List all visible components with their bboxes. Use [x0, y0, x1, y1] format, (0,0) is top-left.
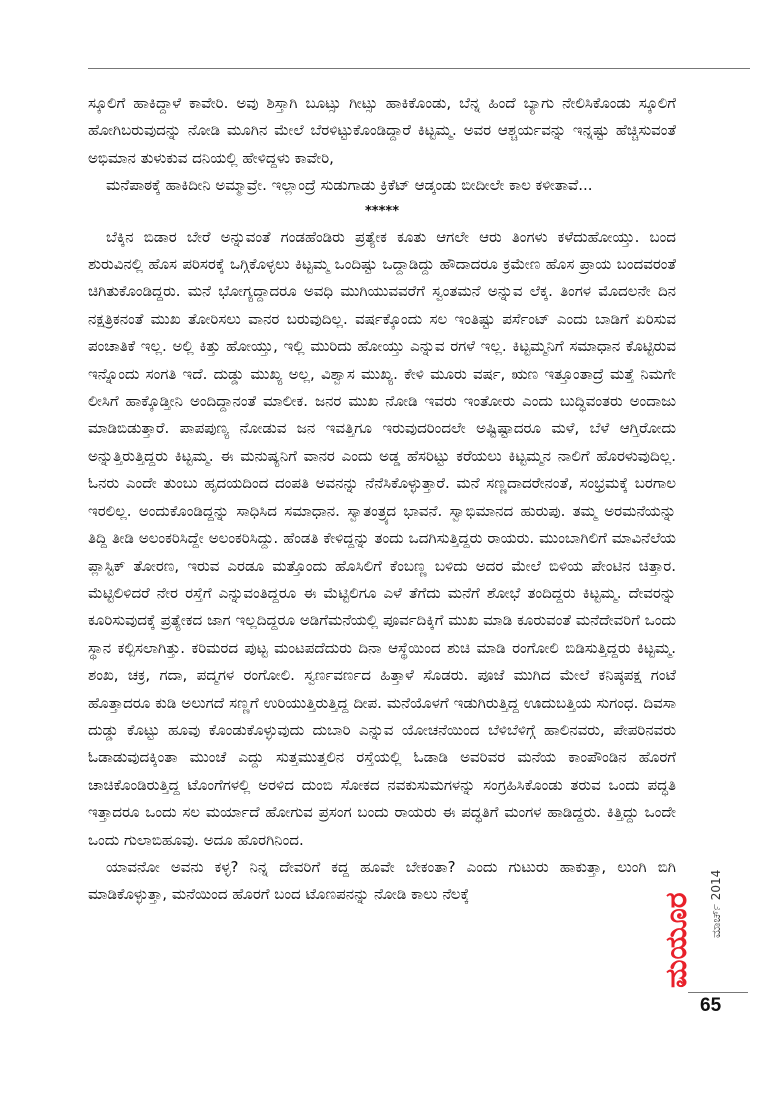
paragraph-3: ಬೆಕ್ಕಿನ ಬಿಡಾರ ಬೇರೆ ಅನ್ನುವಂತೆ ಗಂಡಹೆಂಡಿರು ಪ್ರತ್ಯೇಕ ಕೂತು ಆಗಲೇ ಆರು ತಿಂಗಳು ಕಳೆದುಹೋಯ್ತು. ಬಂದ ಶುರುವಿನಲ್ಲಿ ಹೊಸ ಪರಿಸರಕ್ಕೆ ಒಗ್ಗಿಕೊಳ್ಳಲು ಕಿಟ್ಟಮ್ಮ ಒಂದಿಷ್ಟು ಒದ್ದಾಡಿದ್ದು ಹೌದಾದರೂ ಕ್ರಮೇಣ ಹೊಸ ಪ್ರಾಯ ಬಂದವರಂತೆ ಚಿಗಿತುಕೊಂಡಿದ್ದರು. ಮನೆ ಭೋಗ್ಯದ್ದಾದರೂ ಅವಧಿ ಮುಗಿಯುವವರೆಗೆ ಸ್ವಂತಮನೆ ಅನ್ನುವ ಲೆಕ್ಕ. ತಿಂಗಳ ಮೊದಲನೇ ದಿನ ನಕ್ಷತ್ರಿಕನಂತೆ ಮುಖ ತೋರಿಸಲು ವಾನರ ಬರುವುದಿಲ್ಲ. ವರ್ಷಕ್ಕೊಂದು ಸಲ ಇಂತಿಷ್ಟು ಪರ್ಸೆಂಟ್ ಎಂದು ಬಾಡಿಗೆ ಏರಿಸುವ ಪಂಚಾತಿಕೆ ಇಲ್ಲ. ಅಲ್ಲಿ ಕಿತ್ತು ಹೋಯ್ತು, ಇಲ್ಲಿ ಮುರಿದು ಹೋಯ್ತು ಎನ್ನುವ ರಗಳೆ ಇಲ್ಲ. ಕಿಟ್ಟಮ್ಮನಿಗೆ ಸಮಾಧಾನ ಕೊಟ್ಟಿರುವ ಇನ್ನೊಂದು ಸಂಗತಿ ಇದೆ. ದುಡ್ಡು ಮುಖ್ಯ ಅಲ್ಲ, ವಿಶ್ವಾಸ ಮುಖ್ಯ. ಕೇಳಿ ಮೂರು ವರ್ಷ, ಋಣ ಇತ್ತೂಂತಾದ್ರೆ ಮತ್ತೆ ನಿಮಗೇ ಲೀಸಿಗೆ ಹಾಕ್ಕೊಡ್ತೀನಿ ಅಂದಿದ್ದಾನಂತೆ ಮಾಲೀಕ. ಜನರ ಮುಖ ನೋಡಿ ಇವರು ಇಂತೋರು ಎಂದು ಬುದ್ಧಿವಂತರು ಅಂದಾಜು ಮಾಡಿಬಿಡುತ್ತಾರೆ. ಪಾಪಪುಣ್ಯ ನೋಡುವ ಜನ ಇವತ್ತಿಗೂ ಇರುವುದರಿಂದಲೇ ಅಷ್ಟಿಷ್ಟಾದರೂ ಮಳೆ, ಬೆಳೆ ಆಗ್ತಿರೋದು ಅನ್ನುತ್ತಿರುತ್ತಿದ್ದರು ಕಿಟ್ಟಮ್ಮ. ಈ ಮನುಷ್ಯನಿಗೆ ವಾನರ ಎಂದು ಅಡ್ಡ ಹೆಸರಿಟ್ಟು ಕರೆಯಲು ಕಿಟ್ಟಮ್ಮನ ನಾಲಿಗೆ ಹೊರಳುವುದಿಲ್ಲ. ಓನರು ಎಂದೇ ತುಂಬು ಹೃದಯದಿಂದ ದಂಪತಿ ಅವನನ್ನು ನೆನೆಸಿಕೊಳ್ಳುತ್ತಾರೆ. ಮನೆ ಸಣ್ಣದಾದರೇನಂತೆ, ಸಂಭ್ರಮಕ್ಕೆ ಬರಗಾಲ ಇರಲಿಲ್ಲ. ಅಂದುಕೊಂಡಿದ್ದನ್ನು ಸಾಧಿಸಿದ ಸಮಾಧಾನ. ಸ್ವಾತಂತ್ರ್ಯದ ಭಾವನೆ. ಸ್ವಾಭಿಮಾನದ ಹುರುಪು. ತಮ್ಮ ಅರಮನೆಯನ್ನು ತಿದ್ದಿ ತೀಡಿ ಅಲಂಕರಿಸಿದ್ದೇ ಅಲಂಕರಿಸಿದ್ದು. ಹೆಂಡತಿ ಕೇಳಿದ್ದನ್ನು ತಂದು ಒದಗಿಸುತ್ತಿದ್ದರು ರಾಯರು. ಮುಂಬಾಗಿಲಿಗೆ ಮಾವಿನೆಲೆಯ ಪ್ಲಾಸ್ಟಿಕ್ ತೋರಣ, ಇರುವ ಎರಡೂ ಮತ್ತೊಂದು ಹೊಸಿಲಿಗೆ ಕೆಂಬಣ್ಣ ಬಳಿದು ಅದರ ಮೇಲೆ ಬಿಳಿಯ ಪೇಂಟಿನ ಚಿತ್ತಾರ. ಮೆಟ್ಟಿಲಿಳಿದರೆ ನೇರ ರಸ್ತೆಗೆ ಎನ್ನುವಂತಿದ್ದರೂ ಈ ಮೆಟ್ಟಿಲಿಗೂ ಎಳೆ ತೆಗೆದು ಮನೆಗೆ ಶೋಭೆ ತಂದಿದ್ದರು ಕಿಟ್ಟಮ್ಮ. ದೇವರನ್ನು ಕೂರಿಸುವುದಕ್ಕೆ ಪ್ರತ್ಯೇಕದ ಜಾಗ ಇಲ್ಲದಿದ್ದರೂ ಅಡಿಗೆಮನೆಯಲ್ಲಿ ಪೂರ್ವದಿಕ್ಕಿಗೆ ಮುಖ ಮಾಡಿ ಕೂರುವಂತೆ ಮನೆದೇವರಿಗೆ ಒಂದು ಸ್ಥಾನ ಕಲ್ಪಿಸಲಾಗಿತ್ತು. ಕರಿಮರದ ಪುಟ್ಟ ಮಂಟಪದೆದುರು ದಿನಾ ಆಸ್ಥೆಯಿಂದ ಶುಚಿ ಮಾಡಿ ರಂಗೋಲಿ ಬಿಡಿಸುತ್ತಿದ್ದರು ಕಿಟ್ಟಮ್ಮ. ಶಂಖ, ಚಕ್ರ, ಗದಾ, ಪದ್ಮಗಳ ರಂಗೋಲಿ. ಸ್ವರ್ಣವರ್ಣದ ಹಿತ್ತಾಳೆ ಸೊಡರು. ಪೂಜೆ ಮುಗಿದ ಮೇಲೆ ಕನಿಷ್ಠಪಕ್ಷ ಗಂಟೆ ಹೊತ್ತಾದರೂ ಕುಡಿ ಅಲುಗದೆ ಸಣ್ಣಗೆ ಉರಿಯುತ್ತಿರುತ್ತಿದ್ದ ದೀಪ. ಮನೆಯೊಳಗೆ ಇಡುಗಿರುತ್ತಿದ್ದ ಊದುಬತ್ತಿಯ ಸುಗಂಧ. ದಿವಸಾ ದುಡ್ಡು ಕೊಟ್ಟು ಹೂವು ಕೊಂಡುಕೊಳ್ಳುವುದು ದುಬಾರಿ ಎನ್ನುವ ಯೋಚನೆಯಿಂದ ಬೆಳಿಬೆಳಿಗ್ಗೆ ಹಾಲಿನವರು, ಪೇಪರಿನವರು ಓಡಾಡುವುದಕ್ಕಿಂತಾ ಮುಂಚೆ ಎದ್ದು ಸುತ್ತಮುತ್ತಲಿನ ರಸ್ತೆಯಲ್ಲಿ ಓಡಾಡಿ ಅವರಿವರ ಮನೆಯ ಕಾಂಪೌಂಡಿನ ಹೊರಗೆ ಚಾಚಿಕೊಂಡಿರುತ್ತಿದ್ದ ಟೊಂಗೆಗಳಲ್ಲಿ ಅರಳಿದ ದುಂಬಿ ಸೋಕದ ನವಕುಸುಮಗಳನ್ನು ಸಂಗ್ರಹಿಸಿಕೊಂಡು ತರುವ ಒಂದು ಪದ್ಧತಿ ಇತ್ತಾದರೂ ಒಂದು ಸಲ ಮರ್ಯಾದೆ ಹೋಗುವ ಪ್ರಸಂಗ ಬಂದು ರಾಯರು ಈ ಪದ್ಧತಿಗೆ ಮಂಗಳ ಹಾಡಿದ್ದರು. ಕಿತ್ತಿದ್ದು ಒಂದೇ ಒಂದು ಗುಲಾಬಿಹೂವು. ಅದೂ ಹೊರಗಿನಿಂದ. [88, 227, 676, 849]
article-body [88, 90, 676, 909]
paragraph-4: ಯಾವನೋ ಅವನು ಕಳ್ಳ? ನಿನ್ನ ದೇವರಿಗೆ ಕದ್ದ ಹೂವೇ ಬೇಕಂತಾ? ಎಂದು ಗುಟುರು ಹಾಕುತ್ತಾ, ಲುಂಗಿ ಬಿಗಿ ಮಾಡಿಕೊಳ್ಳುತ್ತಾ, ಮನೆಯಿಂದ ಹೊರಗೆ ಬಂದ ಟೊಣಪನನ್ನು ನೋಡಿ ಕಾಲು ನೆಲಕ್ಕೆ [88, 857, 676, 904]
top-rule [88, 68, 750, 69]
paragraph-1: ಸ್ಕೂಲಿಗೆ ಹಾಕಿದ್ದಾಳೆ ಕಾವೇರಿ. ಅವು ಶಿಸ್ತಾಗಿ ಬೂಟ್ಸು ಗೀಟ್ಸು ಹಾಕಿಕೊಂಡು, ಬೆನ್ನ ಹಿಂದೆ ಬ್ಯಾಗು ನೇಲಿಸಿಕೊಂಡು ಸ್ಕೂಲಿಗೆ ಹೋಗಿಬರುವುದನ್ನು ನೋಡಿ ಮೂಗಿನ ಮೇಲೆ ಬೆರಳಿಟ್ಟುಕೊಂಡಿದ್ದಾರೆ ಕಿಟ್ಟಮ್ಮ. ಅವರ ಆಶ್ಚರ್ಯವನ್ನು ಇನ್ನಷ್ಟು ಹೆಚ್ಚಿಸುವಂತೆ ಅಭಿಮಾನ ತುಳುಕುವ ದನಿಯಲ್ಲಿ ಹೇಳಿದ್ದಳು ಕಾವೇರಿ, [88, 94, 676, 167]
page-number-rule [688, 992, 748, 993]
paragraph-2: ಮನೆಪಾಠಕ್ಕೆ ಹಾಕಿದೀನಿ ಅಮ್ಮಾವ್ರೇ. ಇಲ್ಲಾಂದ್ರೆ ಸುಡುಗಾಡು ಕ್ರಿಕೆಟ್ ಆಡ್ಕಂಡು ಬೀದೀಲೇ ಕಾಲ ಕಳೀತಾವೆ... [106, 176, 593, 195]
magazine-logo: ಮಯೂರ [659, 892, 694, 988]
issue-date: ಮಾರ್ಚ್ 2014 [709, 869, 723, 938]
page-number: 65 [700, 995, 722, 1016]
magazine-footer [659, 828, 728, 988]
section-separator: ***** [365, 203, 399, 219]
